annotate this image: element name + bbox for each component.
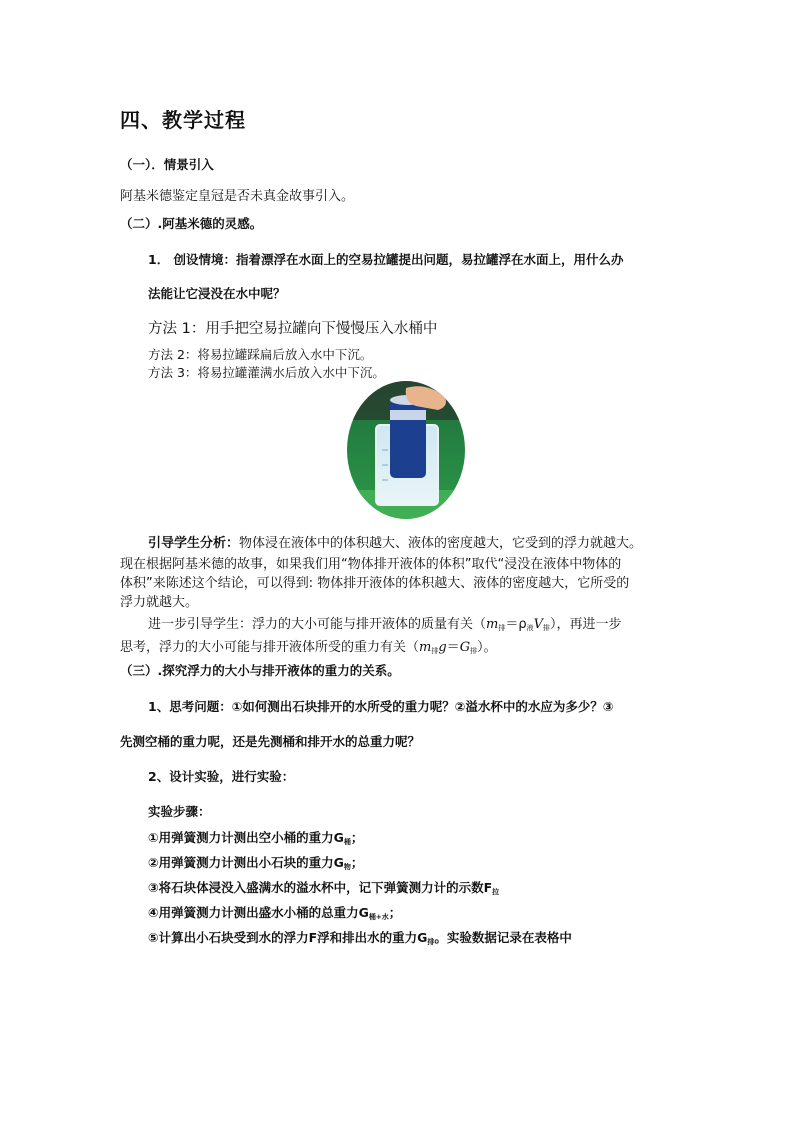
formula2-m: m [419,640,432,655]
guide-line-2: 现在根据阿基米德的故事，如果我们用“物体排开液体的体积”取代“浸没在液体中物体的 [120,557,622,572]
further-line-1 [148,613,622,633]
formula2-eq: ＝ [446,640,460,655]
step-5-text: ⑤计算出小石块受到水的浮力F浮和排出水的重力G [148,930,428,945]
section-3-heading: （三）.探究浮力的大小与排开液体的重力的关系。 [120,663,400,678]
guide-text: 物体浸在液体中的体积越大、液体的密度越大，它受到的浮力就越大。 [239,536,643,551]
question-line-1: 1、思考问题：①如何测出石块排开的水所受的重力呢？②溢水杯中的水应为多少？③ [148,699,614,714]
step-2-end: ； [350,855,364,870]
formula-m: m [486,617,499,632]
step-1-text: ①用弹簧测力计测出空小桶的重力G [148,830,344,845]
further-l2-end: ）。 [477,640,497,655]
guide-line-3: 体积”来陈述这个结论，可以得到: 物体排开液体的体积越大、液体的密度越大，它所受的 [120,576,630,591]
further-l2-text: 思考，浮力的大小可能与排开液体所受的重力有关（ [120,640,420,655]
step-1 [148,828,363,847]
method-2: 方法 2：将易拉罐踩扁后放入水中下沉。 [148,347,373,362]
formula-eq-rho: ＝ρ [505,617,527,632]
formula-sub-ye: 液 [526,624,534,632]
section-2-heading: （二）.阿基米德的灵感。 [120,216,263,231]
formula-sub-pai: 排 [498,624,506,632]
guide-line-1 [148,532,642,551]
step-4-end: ； [388,905,402,920]
step-3-sub: 拉 [492,888,500,896]
section-1-text: 阿基米德鉴定皇冠是否未真金故事引入。 [120,189,355,204]
can-in-beaker-photo [346,380,466,520]
formula-V: V [533,617,543,632]
further-text-b: ），再进一步 [550,617,622,632]
method-3: 方法 3：将易拉罐灌满水后放入水中下沉。 [148,365,385,380]
step-1-end: ； [350,830,364,845]
step-2 [148,853,363,872]
step-2-sub: 物 [343,863,351,871]
formula2-g: g [438,640,447,655]
item-1-line-2: 法能让它浸没在水中呢？ [148,286,286,301]
method-1: 方法 1：用手把空易拉罐向下慢慢压入水桶中 [148,321,438,337]
page-title: 四、教学过程 [120,108,246,132]
formula-sub-pai-2: 排 [543,624,550,632]
step-3 [148,878,499,897]
step-2-text: ②用弹簧测力计测出小石块的重力G [148,855,344,870]
item-1-line-1: 1． 创设情境：指着漂浮在水面上的空易拉罐提出问题，易拉罐浮在水面上，用什么办 [148,252,624,267]
step-3-text: ③将石块体浸没入盛满水的溢水杯中，记下弹簧测力计的示数F [148,880,493,895]
step-4 [148,903,401,922]
step-5-end: 。实验数据记录在表格中 [434,930,572,945]
step-4-text: ④用弹簧测力计测出盛水小桶的总重力G [148,905,369,920]
step-5 [148,928,572,947]
step-4-sub: 桶+水 [368,913,389,921]
guide-line-4: 浮力就越大。 [120,595,199,610]
formula2-sub-pai-2: 排 [470,647,478,655]
guide-label: 引导学生分析： [148,536,240,551]
formula2-sub-pai: 排 [431,647,439,655]
further-text-a: 进一步引导学生：浮力的大小可能与排开液体的质量有关（ [148,617,487,632]
steps-label: 实验步骤： [148,804,211,819]
question-line-2: 先测空桶的重力呢，还是先测桶和排开水的总重力呢？ [120,734,421,749]
further-line-2 [120,636,497,656]
section-1-heading: （一）．情景引入 [120,157,214,172]
design-heading: 2、设计实验，进行实验： [148,769,295,784]
step-1-sub: 桶 [343,838,351,846]
step-5-sub: 排 [427,938,435,946]
formula2-G: G [459,640,471,655]
